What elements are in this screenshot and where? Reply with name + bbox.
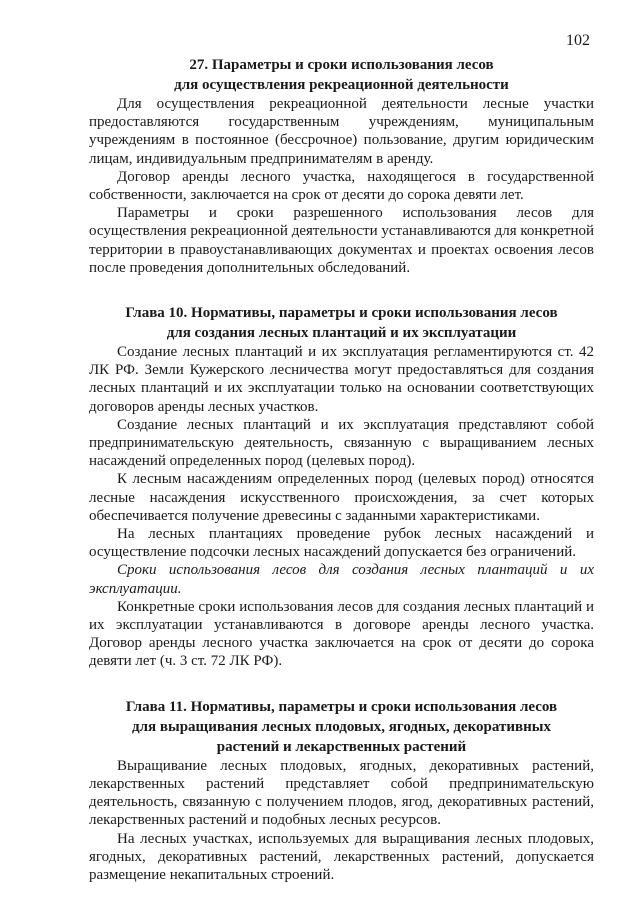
paragraph: Параметры и сроки разрешенного использования лесов для осуществления рекреационной деятельности устанавливаются для конкретной территории в правоустанавливающих документах и проектах освоения лесов после проведения дополнительных обследований. [89,205,594,276]
chapter-10-title-line-2: для создания лесных плантаций и их эксплуатации [166,325,517,342]
chapter-11-title [89,697,594,757]
chapter-10-title-line-1: Глава 10. Нормативы, параметры и сроки использования лесов [125,305,558,322]
spacer [89,671,594,697]
paragraph: Для осуществления рекреационной деятельности лесные участки предоставляются государственным учреждениям, муниципальным учреждениям в постоянное (бессрочное) пользование, другим юридическим лицам, индивидуальным предпринимателям в аренду. [89,96,594,167]
paragraph: На лесных плантациях проведение рубок лесных насаждений и осуществление подсочки лесных насаждений допускается без ограничений. [89,526,594,561]
section-27-title [89,55,594,95]
chapter-11-title-line-3: растений и лекарственных растений [216,738,467,755]
paragraph: Создание лесных плантаций и их эксплуатация представляют собой предпринимательскую деятельность, связанную с выращиванием лесных насаждений определенных пород (целевых пород). [89,416,594,470]
page-number: 102 [566,32,590,49]
paragraph: Договор аренды лесного участка, находящегося в государственной собственности, заключается на срок от десяти до сорока девяти лет. [89,168,594,204]
italic-subheading: Сроки использования лесов для создания лесных плантаций и их эксплуатации. [89,562,594,597]
chapter-11-title-line-1: Глава 11. Нормативы, параметры и сроки использования лесов [125,698,558,715]
section-27-title-line-1: 27. Параметры и сроки использования лесов [189,57,494,73]
paragraph: На лесных участках, используемых для выращивания лесных плодовых, ягодных, декоративных растений, лекарственных растений, допускается размещение некапитальных строений. [89,830,594,883]
paragraph: Конкретные сроки использования лесов для создания лесных плантаций и их эксплуатации устанавливаются в договоре аренды лесного участка. Договор аренды лесного участка заключается на срок от десяти до сорока девяти лет (ч. 3 ст. 72 ЛК РФ). [89,598,594,670]
chapter-10-title [89,303,594,343]
section-27-title-line-2: для осуществления рекреационной деятельности [174,77,509,93]
spacer [89,277,594,303]
paragraph: Создание лесных плантаций и их эксплуатация регламентируются ст. 42 ЛК РФ. Земли Кужерского лесничества могут предоставляться для создания лесных плантаций и их эксплуатации только на основании соответствующих договоров аренды лесных участков. [89,344,594,415]
paragraph: К лесным насаждениям определенных пород (целевых пород) относятся лесные насаждения искусственного происхождения, за счет которых обеспечивается получение древесины с заданными характеристиками. [89,471,594,524]
paragraph: Выращивание лесных плодовых, ягодных, декоративных растений, лекарственных растений представляет собой предпринимательскую деятельность, связанную с получением плодов, ягод, декоративных растений, лекарственных растений и подобных лесных ресурсов. [89,757,594,829]
chapter-11-title-line-2: для выращивания лесных плодовых, ягодных, декоративных [132,718,551,735]
document-body [89,55,594,884]
